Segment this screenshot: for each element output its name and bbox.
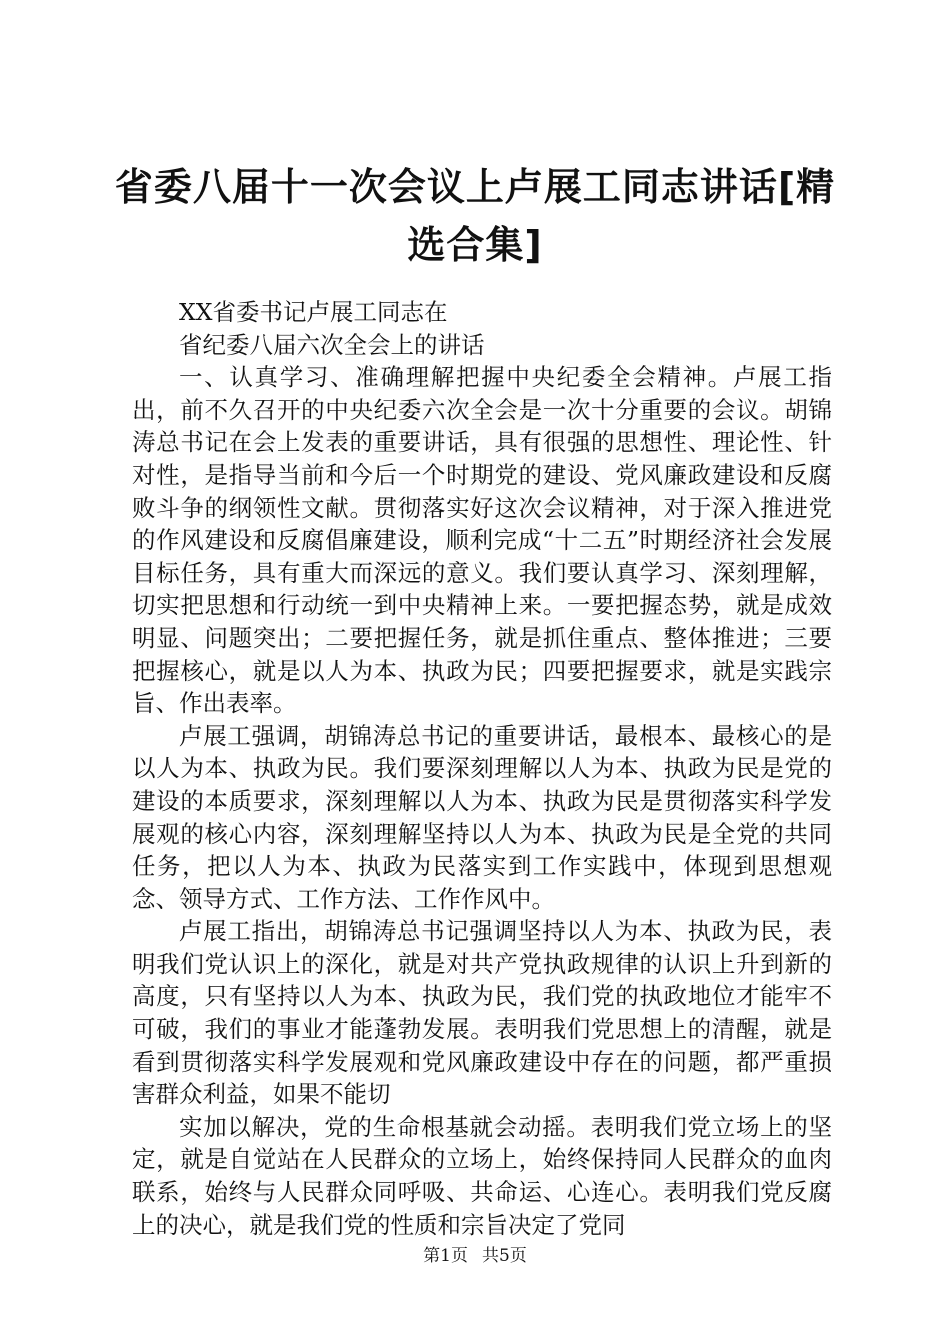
- document-body: [132, 296, 832, 1241]
- paragraph: 卢展工强调，胡锦涛总书记的重要讲话，最根本、最核心的是以人为本、执政为民。我们要深刻理解以人为本、执政为民是党的建设的本质要求，深刻理解以人为本、执政为民是贯彻落实科学发展观的核心内容，深刻理解坚持以人为本、执政为民是全党的共同任务，把以人为本、执政为民落实到工作实践中，体现到思想观念、领导方式、工作方法、工作作风中。: [132, 721, 832, 913]
- paragraph: 卢展工指出，胡锦涛总书记强调坚持以人为本、执政为民，表明我们党认识上的深化，就是对共产党执政规律的认识上升到新的高度，只有坚持以人为本、执政为民，我们党的执政地位才能牢不可破，我们的事业才能蓬勃发展。表明我们党思想上的清醒，就是看到贯彻落实科学发展观和党风廉政建设中存在的问题，都严重损害群众利益，如果不能切: [132, 917, 832, 1109]
- paragraph: XX省委书记卢展工同志在: [179, 298, 448, 326]
- paragraph: 省纪委八届六次全会上的讲话: [179, 330, 485, 359]
- page-footer: [0, 1244, 950, 1268]
- document-title: 省委八届十一次会议上卢展工同志讲话[精选合集]: [114, 165, 836, 267]
- paragraph: 实加以解决，党的生命根基就会动摇。表明我们党立场上的坚定，就是自觉站在人民群众的立场上，始终保持同人民群众的血肉联系，始终与人民群众同呼吸、共命运、心连心。表明我们党反腐上的决心，就是我们党的性质和宗旨决定了党同: [132, 1112, 832, 1239]
- page-number-current: 第1页: [423, 1246, 468, 1266]
- paragraph: 一、认真学习、准确理解把握中央纪委全会精神。卢展工指出，前不久召开的中央纪委六次全会是一次十分重要的会议。胡锦涛总书记在会上发表的重要讲话，具有很强的思想性、理论性、针对性，是指导当前和今后一个时期党的建设、党风廉政建设和反腐败斗争的纲领性文献。贯彻落实好这次会议精神，对于深入推进党的作风建设和反腐倡廉建设，顺利完成“十二五”时期经济社会发展目标任务，具有重大而深远的意义。我们要认真学习、深刻理解，切实把思想和行动统一到中央精神上来。一要把握态势，就是成效明显、问题突出；二要把握任务，就是抓住重点、整体推进；三要把握核心，就是以人为本、执政为民；四要把握要求，就是实践宗旨、作出表率。: [132, 363, 832, 718]
- page-number-total: 共5页: [482, 1246, 527, 1266]
